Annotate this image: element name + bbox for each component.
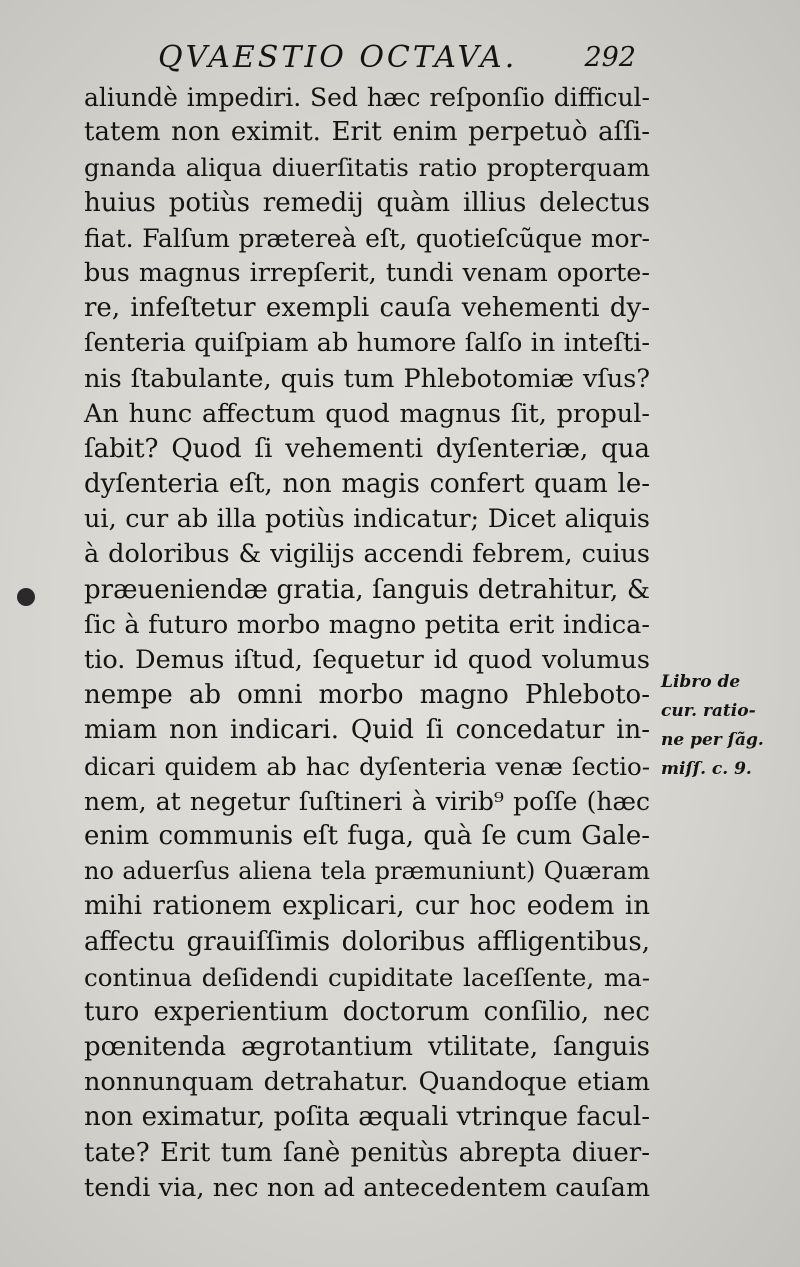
text-line: aliundè impediri. Sed hæc reſponſio difficul-	[84, 83, 650, 112]
text-line: no aduerſus aliena tela præmuniunt) Quæram	[84, 857, 650, 886]
text-line: affectu grauiſſimis doloribus affligentibus,	[84, 926, 650, 957]
margin-note-line: miſſ. c. 9.	[661, 759, 752, 779]
page-number: 292	[584, 42, 636, 73]
text-line: An hunc affectum quod magnus ſit, propul-	[84, 398, 650, 429]
margin-note-line: Libro de	[661, 672, 741, 692]
text-line: non eximatur, poſita æquali vtrinque facul-	[84, 1102, 650, 1133]
text-line: ſenteria quiſpiam ab humore ſalſo in inteſti-	[84, 328, 650, 359]
margin-note	[661, 668, 796, 784]
body-text	[84, 80, 650, 1206]
text-line: miam non indicari. Quid ſi concedatur in-	[84, 715, 650, 746]
text-line: huius potiùs remedij quàm illius delectus	[84, 187, 650, 218]
text-line: à doloribus & vigilijs accendi febrem, cuius	[84, 539, 650, 570]
text-line: nonnunquam detrahatur. Quandoque etiam	[84, 1067, 650, 1098]
text-line: ſic à futuro morbo magno petita erit indica-	[84, 609, 650, 640]
text-line: nempe ab omni morbo magno Phleboto-	[84, 680, 650, 711]
text-line: dyſenteria eſt, non magis confert quam le-	[84, 469, 650, 500]
text-line: præueniendæ gratia, ſanguis detrahitur, &	[84, 574, 650, 605]
text-line: dicari quidem ab hac dyſenteria venæ ſectio-	[84, 751, 650, 781]
text-line: re, infeſtetur exempli cauſa vehementi dy-	[84, 293, 650, 324]
text-line: pœnitenda ægrotantium vtilitate, ſanguis	[84, 1032, 650, 1063]
text-line: nis ſtabulante, quis tum Phlebotomiæ vſus?	[84, 363, 650, 394]
margin-note-line: cur. ratio-	[661, 701, 756, 721]
text-line: nem, at negetur ſuſtineri à virib⁹ poſſe (hæc	[84, 786, 650, 816]
margin-note-line: ne per ſãg.	[661, 730, 764, 750]
text-line: tatem non eximit. Erit enim perpetuò aſſi-	[84, 117, 650, 148]
text-line: turo experientium doctorum conſilio, nec	[84, 996, 650, 1027]
text-line: fiat. Falſum prætereà eſt, quotieſcũque mor-	[84, 223, 650, 253]
text-line: tendi via, nec non ad antecedentem cauſam	[84, 1172, 650, 1203]
text-line: gnanda aliqua diuerſitatis ratio propterquam	[84, 153, 650, 183]
text-line: tate? Erit tum ſanè penitùs abrepta diuer-	[84, 1137, 650, 1168]
text-line: enim communis eſt fuga, quà ſe cum Gale-	[84, 820, 650, 851]
text-line: tio. Demus iſtud, ſequetur id quod volumus	[84, 645, 650, 675]
text-line: mihi rationem explicari, cur hoc eodem in	[84, 891, 650, 922]
text-line: ui, cur ab illa potiùs indicatur; Dicet aliquis	[84, 504, 650, 535]
text-line: continua deſidendi cupiditate laceſſente, ma-	[84, 962, 650, 992]
running-title: QVAESTIO OCTAVA.	[158, 40, 518, 75]
text-line: bus magnus irrepſerit, tundi venam oporte-	[84, 257, 650, 288]
text-line: ſabit? Quod ſi vehementi dyſenteriæ, qua	[84, 433, 650, 464]
page-header	[84, 36, 644, 84]
ink-blot	[17, 588, 35, 606]
